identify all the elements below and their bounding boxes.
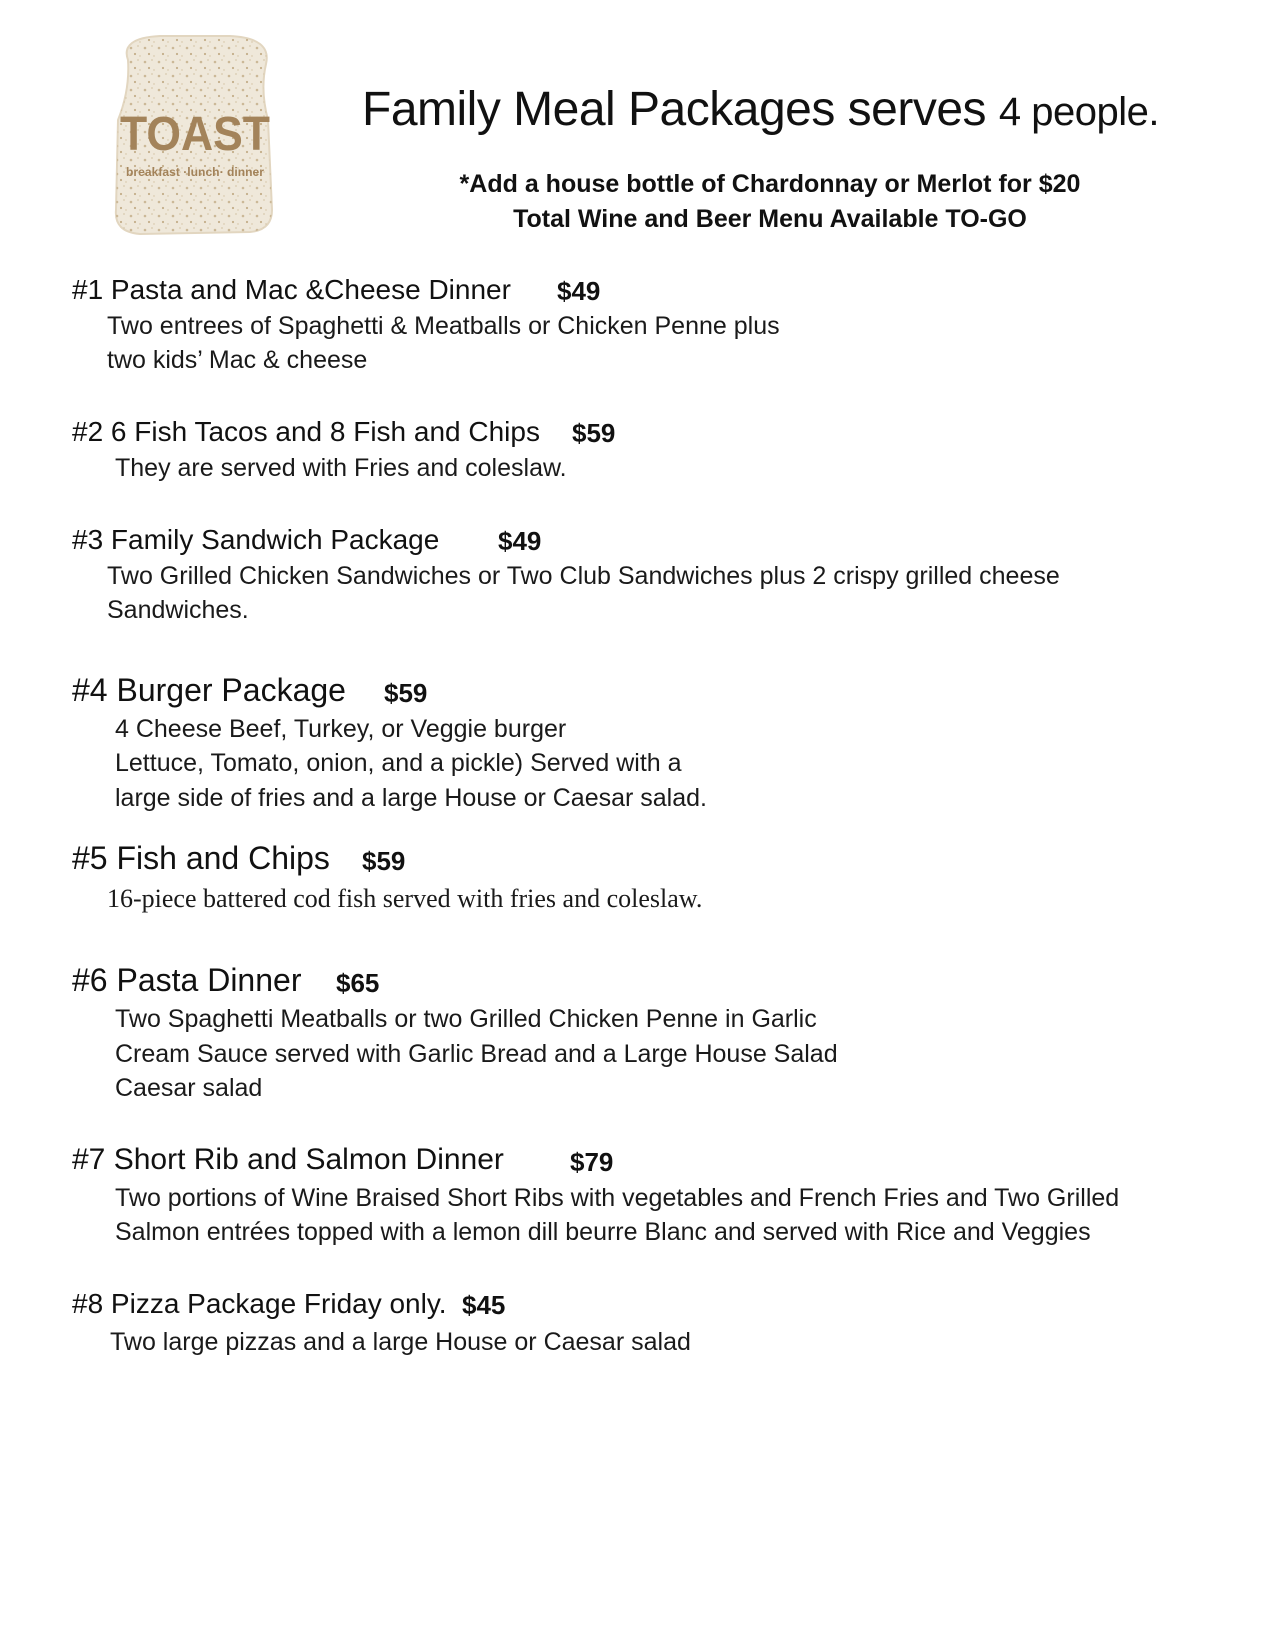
item-4-title: #4 Burger Package <box>72 672 346 708</box>
item-8-title: #8 Pizza Package Friday only. <box>72 1288 447 1319</box>
logo-tagline: breakfast ·lunch· dinner <box>126 165 265 179</box>
item-4-desc-line-1: 4 Cheese Beef, Turkey, or Veggie burger <box>115 715 567 743</box>
item-6-desc-line-2: Cream Sauce served with Garlic Bread and a Large House Salad <box>115 1040 838 1068</box>
item-1-price: $49 <box>557 276 601 306</box>
item-2-desc-line-1: They are served with Fries and coleslaw. <box>115 454 567 482</box>
title-tail: 4 people. <box>998 90 1159 134</box>
item-7-price: $79 <box>570 1147 614 1177</box>
item-3-desc-line-1: Two Grilled Chicken Sandwiches or Two Club Sandwiches plus 2 crispy grilled cheese <box>107 562 1060 590</box>
item-3-desc-line-2: Sandwiches. <box>107 596 249 624</box>
item-2-price: $59 <box>572 418 616 448</box>
toast-logo <box>100 30 290 240</box>
item-1-desc-line-2: two kids’ Mac & cheese <box>107 346 368 374</box>
item-4-desc-line-3: large side of fries and a large House or Caesar salad. <box>115 784 707 812</box>
item-1-desc-line-1: Two entrees of Spaghetti & Meatballs or Chicken Penne plus <box>107 312 780 340</box>
title-main: Family Meal Packages serves <box>362 83 987 136</box>
item-6-price: $65 <box>336 968 380 998</box>
wine-note: *Add a house bottle of Chardonnay or Merlot for $20 <box>459 170 1081 198</box>
item-2-title: #2 6 Fish Tacos and 8 Fish and Chips <box>72 416 540 447</box>
logo-brand: TOAST <box>120 108 270 161</box>
item-7-title: #7 Short Rib and Salmon Dinner <box>72 1143 504 1176</box>
item-8-price: $45 <box>462 1290 506 1320</box>
page-title <box>362 82 1159 137</box>
item-5-desc-line-1: 16-piece battered cod fish served with fries and coleslaw. <box>107 884 703 913</box>
item-3-title: #3 Family Sandwich Package <box>72 524 440 555</box>
item-7-desc-line-2: Salmon entrées topped with a lemon dill beurre Blanc and served with Rice and Veggies <box>115 1218 1091 1246</box>
item-3-price: $49 <box>498 526 542 556</box>
item-4-price: $59 <box>384 678 428 708</box>
item-4-desc-line-2: Lettuce, Tomato, onion, and a pickle) Served with a <box>115 749 682 777</box>
item-5-title: #5 Fish and Chips <box>72 840 330 876</box>
item-8-desc-line-1: Two large pizzas and a large House or Caesar salad <box>110 1328 691 1356</box>
item-6-title: #6 Pasta Dinner <box>72 962 302 998</box>
to-go-note: Total Wine and Beer Menu Available TO-GO <box>513 205 1027 233</box>
item-7-desc-line-1: Two portions of Wine Braised Short Ribs with vegetables and French Fries and Two Grilled <box>115 1184 1120 1212</box>
item-5-price: $59 <box>362 846 406 876</box>
item-1-title: #1 Pasta and Mac &Cheese Dinner <box>72 274 511 305</box>
item-6-desc-line-1: Two Spaghetti Meatballs or two Grilled Chicken Penne in Garlic <box>115 1005 817 1033</box>
item-6-desc-line-3: Caesar salad <box>115 1074 263 1102</box>
